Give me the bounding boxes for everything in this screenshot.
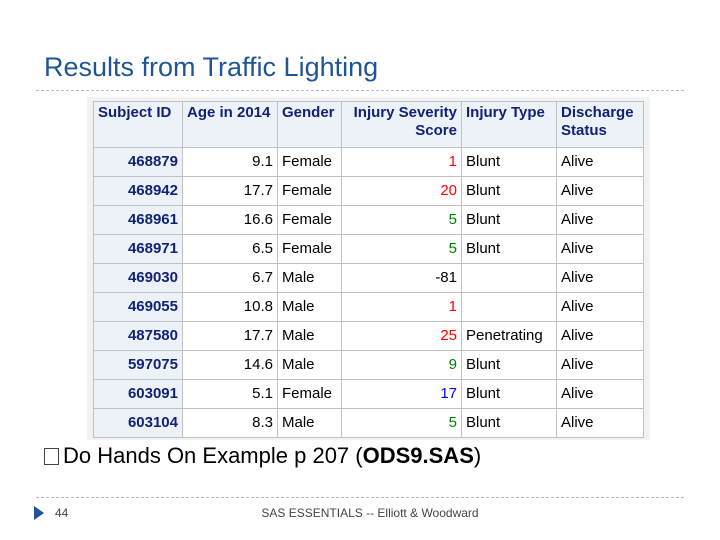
cell-subject-id: 487580 bbox=[94, 322, 182, 350]
table-row bbox=[94, 177, 643, 205]
cell-subject-id: 603104 bbox=[94, 409, 182, 437]
cell-gender: Male bbox=[278, 264, 341, 292]
cell-injury-severity-score: 5 bbox=[342, 409, 461, 437]
cell-gender: Female bbox=[278, 235, 341, 263]
cell-subject-id: 469030 bbox=[94, 264, 182, 292]
footer-divider bbox=[36, 497, 684, 498]
table-row bbox=[94, 351, 643, 379]
cell-age: 16.6 bbox=[183, 206, 277, 234]
table-row bbox=[94, 235, 643, 263]
cell-gender: Male bbox=[278, 351, 341, 379]
cell-injury-type bbox=[462, 293, 556, 321]
column-header-injury-severity-score: Injury Severity Score bbox=[342, 102, 461, 147]
cell-subject-id: 469055 bbox=[94, 293, 182, 321]
cell-subject-id: 468971 bbox=[94, 235, 182, 263]
cell-subject-id: 468961 bbox=[94, 206, 182, 234]
cell-injury-type: Blunt bbox=[462, 380, 556, 408]
cell-injury-severity-score: 5 bbox=[342, 206, 461, 234]
cell-injury-type: Blunt bbox=[462, 409, 556, 437]
cell-subject-id: 597075 bbox=[94, 351, 182, 379]
column-header-gender: Gender bbox=[278, 102, 341, 147]
table-row bbox=[94, 206, 643, 234]
cell-injury-type: Blunt bbox=[462, 148, 556, 176]
bullet-close: ) bbox=[473, 443, 482, 468]
results-table-panel bbox=[87, 97, 650, 440]
cell-subject-id: 468942 bbox=[94, 177, 182, 205]
cell-age: 8.3 bbox=[183, 409, 277, 437]
cell-discharge-status: Alive bbox=[557, 235, 643, 263]
cell-discharge-status: Alive bbox=[557, 380, 643, 408]
cell-discharge-status: Alive bbox=[557, 322, 643, 350]
cell-discharge-status: Alive bbox=[557, 148, 643, 176]
cell-gender: Female bbox=[278, 177, 341, 205]
results-table bbox=[93, 101, 644, 438]
table-row bbox=[94, 148, 643, 176]
cell-injury-type: Blunt bbox=[462, 235, 556, 263]
cell-discharge-status: Alive bbox=[557, 264, 643, 292]
table-row bbox=[94, 380, 643, 408]
cell-injury-type: Blunt bbox=[462, 177, 556, 205]
column-header-age: Age in 2014 bbox=[183, 102, 277, 147]
cell-discharge-status: Alive bbox=[557, 293, 643, 321]
cell-injury-severity-score: 1 bbox=[342, 148, 461, 176]
cell-gender: Male bbox=[278, 293, 341, 321]
cell-injury-type bbox=[462, 264, 556, 292]
cell-age: 5.1 bbox=[183, 380, 277, 408]
cell-injury-type: Blunt bbox=[462, 206, 556, 234]
column-header-subject-id: Subject ID bbox=[94, 102, 182, 147]
cell-discharge-status: Alive bbox=[557, 351, 643, 379]
cell-gender: Female bbox=[278, 148, 341, 176]
cell-age: 6.5 bbox=[183, 235, 277, 263]
table-body bbox=[94, 148, 643, 437]
bullet-text: Do Hands On Example p 207 ( bbox=[63, 443, 363, 468]
cell-age: 14.6 bbox=[183, 351, 277, 379]
cell-age: 17.7 bbox=[183, 322, 277, 350]
title-divider bbox=[36, 90, 684, 91]
bullet-item bbox=[44, 443, 481, 469]
cell-discharge-status: Alive bbox=[557, 206, 643, 234]
table-row bbox=[94, 322, 643, 350]
cell-injury-severity-score: 20 bbox=[342, 177, 461, 205]
cell-age: 9.1 bbox=[183, 148, 277, 176]
column-header-injury-type: Injury Type bbox=[462, 102, 556, 147]
cell-gender: Female bbox=[278, 206, 341, 234]
cell-age: 17.7 bbox=[183, 177, 277, 205]
table-header-row bbox=[94, 102, 643, 147]
cell-injury-severity-score: 25 bbox=[342, 322, 461, 350]
cell-discharge-status: Alive bbox=[557, 409, 643, 437]
table-row bbox=[94, 293, 643, 321]
cell-discharge-status: Alive bbox=[557, 177, 643, 205]
table-row bbox=[94, 264, 643, 292]
cell-subject-id: 468879 bbox=[94, 148, 182, 176]
slide-title: Results from Traffic Lighting bbox=[44, 52, 379, 82]
cell-gender: Male bbox=[278, 409, 341, 437]
page-number: 44 bbox=[55, 506, 69, 520]
cell-injury-severity-score: 5 bbox=[342, 235, 461, 263]
cell-injury-severity-score: 9 bbox=[342, 351, 461, 379]
cell-age: 10.8 bbox=[183, 293, 277, 321]
cell-gender: Female bbox=[278, 380, 341, 408]
cell-injury-severity-score: 17 bbox=[342, 380, 461, 408]
footer-text: SAS ESSENTIALS -- Elliott & Woodward bbox=[261, 506, 479, 520]
cell-injury-severity-score: 1 bbox=[342, 293, 461, 321]
cell-subject-id: 603091 bbox=[94, 380, 182, 408]
column-header-discharge-status: Discharge Status bbox=[557, 102, 643, 147]
table-row bbox=[94, 409, 643, 437]
cell-age: 6.7 bbox=[183, 264, 277, 292]
bullet-box-icon bbox=[44, 448, 59, 465]
cell-injury-severity-score: -81 bbox=[342, 264, 461, 292]
cell-gender: Male bbox=[278, 322, 341, 350]
cell-injury-type: Penetrating bbox=[462, 322, 556, 350]
cell-injury-type: Blunt bbox=[462, 351, 556, 379]
bullet-filename: ODS9.SAS bbox=[362, 443, 474, 468]
